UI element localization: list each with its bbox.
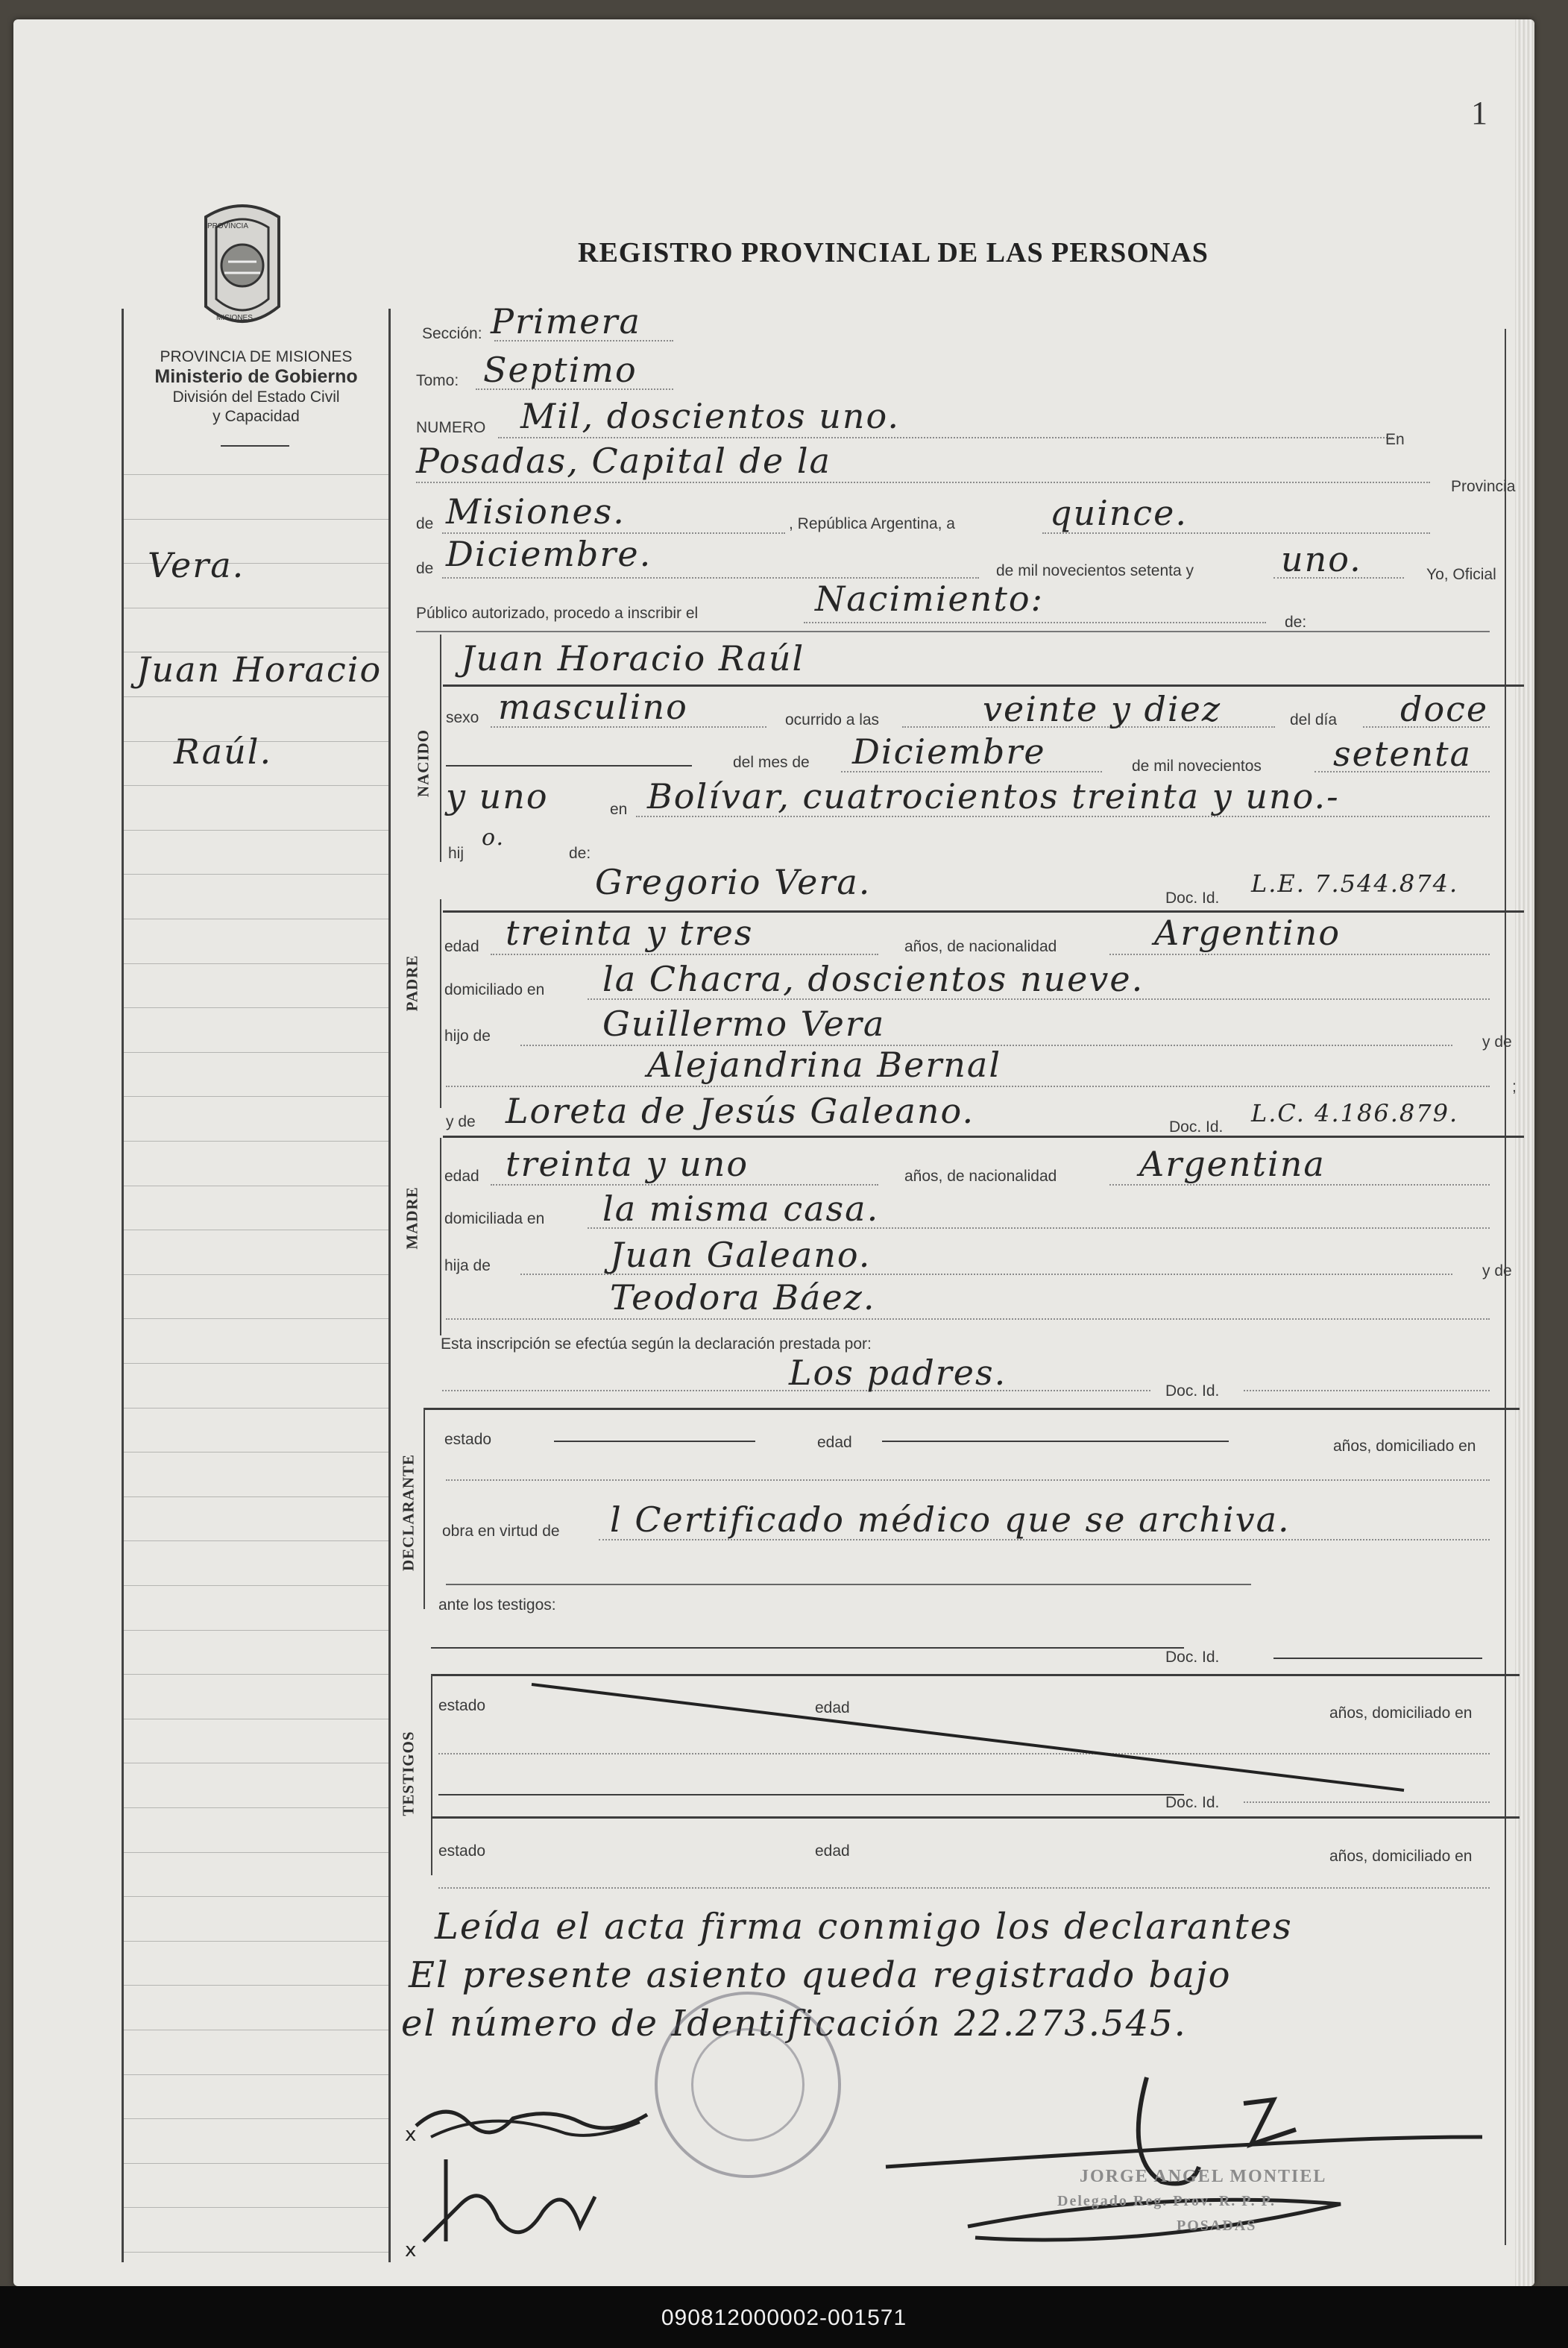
label-madre-dom: domiciliada en: [444, 1210, 545, 1227]
field-obra: l Certificado médico que se archiva.: [610, 1499, 1291, 1540]
field-padre-edad: treinta y tres: [506, 913, 754, 953]
margin-surname: Vera.: [148, 545, 245, 585]
section-label-declarante: DECLARANTE: [399, 1453, 418, 1572]
label-padre-dom: domiciliado en: [444, 981, 545, 998]
seal-text-top: PROVINCIA: [207, 222, 249, 230]
margin-rule-line: [124, 1496, 388, 1497]
declarante-estado-line: [554, 1441, 755, 1442]
label-publico: Público autorizado, procedo a inscribir el: [416, 605, 699, 622]
margin-rule-line: [124, 830, 388, 831]
field-tomo: Septimo: [483, 350, 637, 390]
margin-given-name-2: Raúl.: [174, 731, 273, 772]
field-anio-nac-2: y uno: [446, 776, 549, 816]
declarante-bracket: [424, 1408, 425, 1609]
line-numero: [498, 437, 1393, 438]
field-padre-hijo-de: Guillermo Vera: [602, 1004, 886, 1044]
line-acto: [804, 622, 1266, 623]
field-provincia: Misiones.: [446, 491, 626, 532]
province-line: PROVINCIA DE MISIONES: [160, 348, 353, 365]
svg-text:x: x: [405, 2239, 417, 2262]
testigo1-line: [431, 1647, 1184, 1649]
margin-rule-line: [124, 1852, 388, 1853]
field-hora: veinte y diez: [983, 689, 1222, 729]
margin-given-name-1: Juan Horacio: [136, 649, 382, 690]
line-madre-nac: [1109, 1184, 1490, 1186]
section-label-nacido: NACIDO: [414, 728, 432, 798]
field-domicilio-nac: Bolívar, cuatrocientos treinta y uno.-: [647, 776, 1340, 816]
label-padre-edad: edad: [444, 938, 479, 955]
label-en: En: [1385, 431, 1405, 448]
official-name: JORGE ANGEL MONTIEL: [1080, 2167, 1327, 2186]
field-mes: Diciembre.: [446, 534, 652, 574]
field-madre-doc: L.C. 4.186.879.: [1251, 1099, 1459, 1127]
margin-rule-line: [124, 1408, 388, 1409]
field-madre-y-de: Teodora Báez.: [610, 1277, 876, 1318]
footer-id: 090812000002-001571: [661, 2305, 907, 2330]
label-madre-y-de: y de: [446, 1113, 476, 1130]
label-de-2: de:: [569, 845, 591, 862]
line-declarante-doc: [1244, 1390, 1490, 1391]
label-madre-hija-de: hija de: [444, 1257, 491, 1274]
margin-rule-line: [124, 2252, 388, 2253]
label-provincia: Provincia: [1451, 478, 1516, 495]
field-padre-dom: la Chacra, doscientos nueve.: [602, 959, 1144, 999]
field-hij-suffix: o.: [482, 825, 506, 851]
label-testigo1-edad: edad: [815, 1699, 850, 1716]
margin-rule-line: [124, 1274, 388, 1275]
field-nombre: Juan Horacio Raúl: [461, 638, 805, 679]
field-anio: uno.: [1281, 539, 1362, 579]
official-place: POSADAS: [1177, 2218, 1257, 2234]
document-page: [13, 19, 1534, 2286]
margin-rule-line: [124, 963, 388, 964]
label-esta-inscripcion: Esta inscripción se efectúa según la declaración prestada por:: [441, 1335, 872, 1353]
label-padre-hijo-de: hijo de: [444, 1027, 491, 1045]
label-padre-y-de: y de: [1482, 1033, 1512, 1051]
field-mes-nac: Diciembre: [852, 731, 1046, 772]
seal-text-bottom: MISIONES: [216, 314, 253, 322]
margin-rule-line: [124, 2118, 388, 2119]
official-role: Delegado Reg. Prov. R. P. P.: [1057, 2193, 1276, 2209]
field-sexo: masculino: [498, 687, 688, 727]
field-anio-nac-1: setenta: [1333, 734, 1473, 774]
section-label-testigos: TESTIGOS: [399, 1731, 418, 1816]
label-testigo1-anos-dom: años, domiciliado en: [1329, 1705, 1473, 1722]
label-del-dia: del día: [1290, 711, 1338, 728]
label-yo-oficial: Yo, Oficial: [1426, 566, 1496, 583]
nacido-bracket: [440, 635, 441, 862]
testigos-bracket: [431, 1674, 432, 1875]
margin-rule-line: [124, 2163, 388, 2164]
label-de-provincia: de: [416, 515, 434, 532]
testigos-top-line: [431, 1674, 1520, 1676]
capacity-line: y Capacidad: [212, 408, 300, 425]
label-padre-doc: Doc. Id.: [1165, 890, 1220, 907]
field-dia-nac: doce: [1400, 689, 1489, 729]
declarant-signatures: [401, 2092, 699, 2279]
line-madre-edad: [491, 1184, 878, 1186]
label-sexo: sexo: [446, 709, 479, 726]
field-madre-nombre: Loreta de Jesús Galeano.: [506, 1091, 975, 1131]
label-madre-y-de-2: y de: [1482, 1262, 1512, 1280]
declarante-top-line: [424, 1408, 1520, 1410]
margin-rule-line: [124, 1052, 388, 1053]
header-underline: [221, 445, 289, 447]
page-edge: [1515, 19, 1534, 2286]
label-testigo2-anos-dom: años, domiciliado en: [1329, 1848, 1473, 1865]
field-madre-nac: Argentina: [1139, 1144, 1326, 1184]
margin-rule-line: [124, 2074, 388, 2075]
field-seccion: Primera: [491, 301, 641, 342]
margin-rule-line: [124, 1630, 388, 1631]
label-testigo2-edad: edad: [815, 1842, 850, 1860]
field-padre-nombre: Gregorio Vera.: [595, 862, 872, 902]
field-madre-dom: la misma casa.: [602, 1189, 880, 1229]
section-label-madre: MADRE: [403, 1186, 421, 1250]
margin-rule-line: [124, 519, 388, 520]
label-obra: obra en virtud de: [442, 1523, 560, 1540]
label-declarante-doc: Doc. Id.: [1165, 1382, 1220, 1400]
declarante-edad-line: [882, 1441, 1229, 1442]
label-padre-nac: años, de nacionalidad: [904, 938, 1057, 955]
note-line-1: Leída el acta firma conmigo los declarantes: [435, 1906, 1293, 1948]
line-testigo2-doc: [1244, 1801, 1490, 1803]
margin-rule-line: [124, 785, 388, 786]
blank-line: [446, 765, 692, 767]
line-madre-y-de: [446, 1318, 1490, 1320]
note-line-2: El presente asiento queda registrado bajo: [409, 1954, 1232, 1996]
label-de-mes: de: [416, 560, 434, 577]
margin-rule-line: [124, 874, 388, 875]
margin-rule-line: [124, 1363, 388, 1364]
line-declarante-dom: [446, 1479, 1490, 1481]
ministry-header: [124, 347, 388, 427]
margin-rule-line: [124, 1096, 388, 1097]
margin-rule-line: [124, 696, 388, 697]
field-declarante: Los padres.: [789, 1353, 1007, 1393]
margin-rule-line: [124, 1141, 388, 1142]
label-numero: NUMERO: [416, 419, 486, 436]
svg-text:x: x: [405, 2124, 417, 2146]
testigos-mid-line: [431, 1816, 1520, 1819]
nacido-top-line: [416, 631, 1490, 632]
center-divider: [388, 309, 391, 2262]
margin-rule-line: [124, 1007, 388, 1008]
label-ocurrido: ocurrido a las: [785, 711, 880, 728]
field-acto: Nacimiento:: [815, 579, 1045, 619]
page-number: 1: [1471, 95, 1487, 131]
madre-line: [443, 1136, 1524, 1138]
field-padre-nac: Argentino: [1154, 913, 1341, 953]
division-line: División del Estado Civil: [172, 388, 340, 406]
label-madre-nac: años, de nacionalidad: [904, 1168, 1057, 1185]
note-line-3: el número de Identificación 22.273.545.: [401, 2003, 1187, 2045]
left-margin-border: [122, 309, 124, 2262]
madre-bracket: [440, 1138, 441, 1335]
testigo1-doc-line: [1273, 1658, 1482, 1659]
label-madre-edad: edad: [444, 1168, 479, 1185]
label-madre-doc: Doc. Id.: [1169, 1118, 1224, 1136]
label-declarante-edad: edad: [817, 1434, 852, 1451]
margin-rule-line: [124, 1985, 388, 1986]
margin-rule-line: [124, 1318, 388, 1319]
label-testigo2-doc: Doc. Id.: [1165, 1794, 1220, 1811]
label-del-mes: del mes de: [733, 754, 810, 771]
label-de-colon: de:: [1285, 614, 1307, 631]
line-padre-y-de: [446, 1086, 1490, 1087]
margin-rule-line: [124, 2207, 388, 2208]
margin-rule-line: [124, 1540, 388, 1541]
field-padre-y-de: Alejandrina Bernal: [647, 1045, 1002, 1085]
line-padre-nac: [1109, 954, 1490, 955]
field-lugar: Posadas, Capital de la: [416, 441, 831, 481]
label-hij: hij: [448, 845, 465, 862]
section-label-padre: PADRE: [403, 954, 421, 1012]
field-dia: quince.: [1050, 493, 1188, 533]
margin-rule-line: [124, 1585, 388, 1586]
margin-rule-line: [124, 1941, 388, 1942]
padre-bracket: [440, 899, 441, 1108]
label-testigo2-estado: estado: [438, 1842, 486, 1860]
label-de-mil: de mil novecientos setenta y: [996, 562, 1194, 579]
right-border: [1505, 329, 1506, 2245]
label-de-mil-2: de mil novecientos: [1132, 758, 1262, 775]
field-madre-hija-de: Juan Galeano.: [610, 1235, 872, 1275]
obra-line-2: [446, 1584, 1251, 1585]
label-tomo: Tomo:: [416, 372, 459, 389]
field-madre-edad: treinta y uno: [506, 1144, 749, 1184]
line-lugar: [416, 482, 1430, 483]
line-testigo2-dom: [438, 1887, 1490, 1889]
strikethrough-mark: [528, 1678, 1408, 1798]
label-declarante-anos-dom: años, domiciliado en: [1333, 1438, 1476, 1455]
margin-rule-line: [124, 474, 388, 475]
label-en-2: en: [610, 801, 628, 818]
label-seccion: Sección:: [422, 325, 482, 342]
field-numero: Mil, doscientos uno.: [520, 396, 901, 436]
label-republica: , República Argentina, a: [789, 515, 955, 532]
margin-rule-line: [124, 1807, 388, 1808]
label-testigo1-estado: estado: [438, 1697, 486, 1714]
margin-rule-line: [124, 1674, 388, 1675]
line-padre-edad: [491, 954, 878, 955]
margin-rule-line: [124, 1896, 388, 1897]
label-ante-testigos: ante los testigos:: [438, 1596, 556, 1614]
document-title: REGISTRO PROVINCIAL DE LAS PERSONAS: [578, 237, 1209, 268]
label-testigo1-doc: Doc. Id.: [1165, 1649, 1220, 1666]
ministry-line: Ministerio de Gobierno: [154, 366, 358, 387]
field-padre-doc: L.E. 7.544.874.: [1251, 869, 1459, 898]
semicolon: ;: [1512, 1078, 1517, 1095]
label-declarante-estado: estado: [444, 1431, 492, 1448]
